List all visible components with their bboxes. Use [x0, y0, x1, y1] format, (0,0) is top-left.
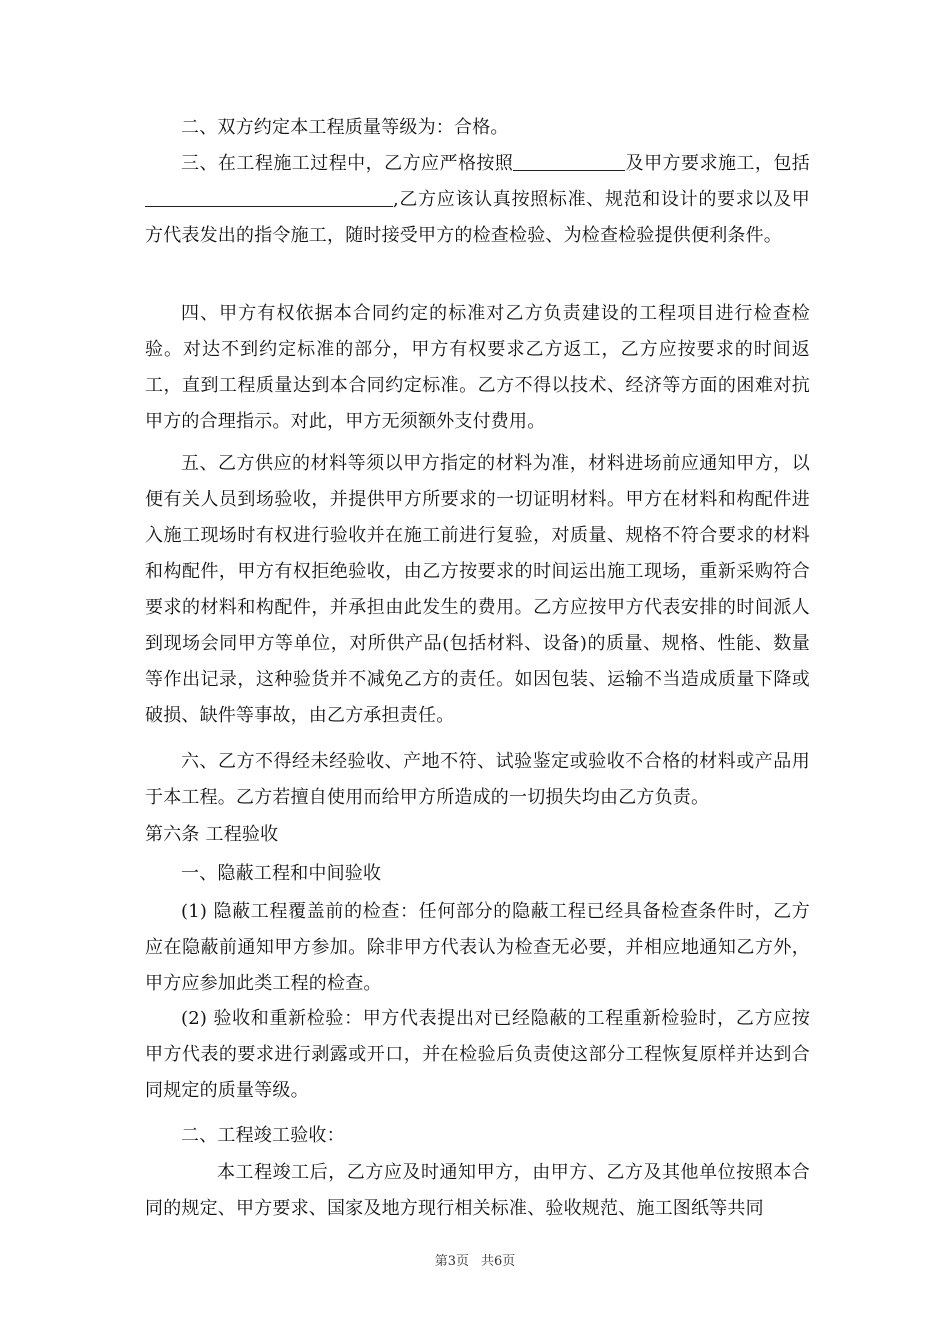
section-completion-acceptance-heading: 二、工程竣工验收：: [181, 1125, 345, 1146]
clause-materials-supply: 五、乙方供应的材料等须以甲方指定的材料为准，材料进场前应通知甲方，以便有关人员到场验收，并提供甲方所要求的一切证明材料。甲方在材料和构配件进入施工现场时有权进行验收并在施工前进行复验，对质量、规格不符合要求的材料和构配件，甲方有权拒绝验收，由乙方按要求的时间运出施工现场，重新采购符合要求的材料和构配件，并承担由此发生的费用。乙方应按甲方代表安排的时间派人到现场会同甲方等单位，对所供产品(包括材料、设备)的质量、规格、性能、数量等作出记录，这种验货并不减免乙方的责任。如因包装、运输不当造成质量下降或破损、缺件等事故，由乙方承担责任。: [145, 453, 810, 726]
blank-line-standard[interactable]: [513, 148, 625, 171]
clause-quality-grade: 二、双方约定本工程质量等级为：合格。: [181, 117, 509, 138]
clause-completion-acceptance: 本工程竣工后，乙方应及时通知甲方，由甲方、乙方及其他单位按照本合同的规定、甲方要求、国家及地方现行相关标准、验收规范、施工图纸等共同: [145, 1162, 810, 1219]
clause-3-part-b: 及甲方要求施工，包括: [625, 153, 810, 174]
article-6-heading: 第六条 工程验收: [145, 824, 279, 845]
clause-unqualified-materials: 六、乙方不得经未经验收、产地不符、试验鉴定或验收不合格的材料或产品用于本工程。乙方若擅自使用而给甲方所造成的一切损失均由乙方负责。: [145, 751, 810, 808]
page-number: 第3页: [434, 1254, 469, 1269]
section-concealed-works-heading: 一、隐蔽工程和中间验收: [181, 863, 382, 884]
page-total: 共6页: [481, 1254, 516, 1269]
clause-inspection-rights: 四、甲方有权依据本合同约定的标准对乙方负责建设的工程项目进行检查检验。对达不到约定标准的部分，甲方有权要求乙方返工，乙方应按要求的时间返工，直到工程质量达到本合同约定标准。乙方不得以技术、经济等方面的困难对抗甲方的合理指示。对此，甲方无须额外支付费用。: [145, 303, 810, 432]
clause-concealed-inspection: (1) 隐蔽工程覆盖前的检查：任何部分的隐蔽工程已经具备检查条件时，乙方应在隐蔽前通知甲方参加。除非甲方代表认为检查无必要，并相应地通知乙方外，甲方应参加此类工程的检查。: [145, 901, 810, 994]
clause-construction-standard: [145, 146, 810, 254]
clause-3-part-c: ,乙方应该认真按照标准、规范和设计的要求以及甲方代表发出的指令施工，随时接受甲方的检查检验、为检查检验提供便利条件。: [145, 189, 810, 246]
clause-reinspection: (2) 验收和重新检验：甲方代表提出对已经隐蔽的工程重新检验时，乙方应按甲方代表的要求进行剥露或开口，并在检验后负责使这部分工程恢复原样并达到合同规定的质量等级。: [145, 1008, 810, 1101]
blank-line-scope[interactable]: [145, 184, 393, 207]
clause-3-part-a: 三、在工程施工过程中，乙方应严格按照: [181, 153, 514, 174]
page-footer: [0, 1250, 950, 1269]
